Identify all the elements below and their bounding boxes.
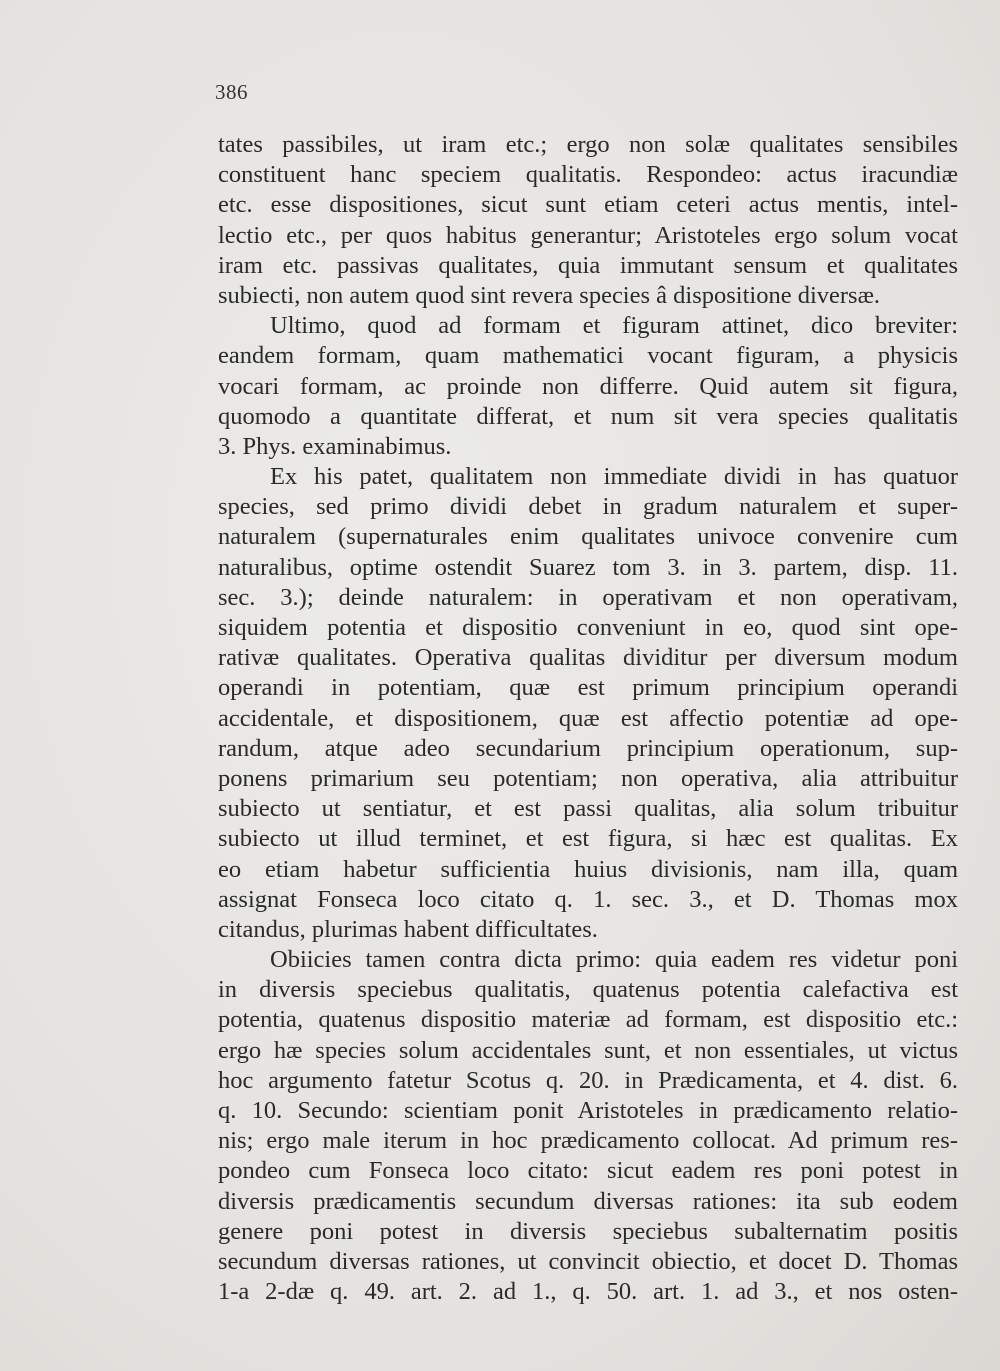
text-line: subiecto ut illud terminet, et est figura, si hæc est qualitas. Ex: [218, 825, 958, 853]
text-line: species, sed primo dividi debet in gradum naturalem et super-: [218, 493, 958, 521]
text-line: 3. Phys. examinabimus.: [218, 432, 452, 460]
text-line: sec. 3.); deinde naturalem: in operativam et non operativam,: [218, 583, 958, 611]
text-line: ergo hæ species solum accidentales sunt, et non essentiales, ut victus: [218, 1036, 958, 1064]
text-line: naturalibus, optime ostendit Suarez tom 3. in 3. partem, disp. 11.: [218, 553, 958, 581]
text-line: diversis prædicamentis secundum diversas rationes: ita sub eodem: [218, 1187, 958, 1215]
text-line: ponens primarium seu potentiam; non operativa, alia attribuitur: [218, 764, 958, 792]
body-text: [218, 130, 958, 1307]
text-line: constituent hanc speciem qualitatis. Respondeo: actus iracundiæ: [218, 161, 958, 189]
text-line: eandem formam, quam mathematici vocant figuram, a physicis: [218, 342, 958, 370]
text-line: q. 10. Secundo: scientiam ponit Aristoteles in prædicamento relatio-: [218, 1097, 958, 1124]
text-line: citandus, plurimas habent difficultates.: [218, 915, 598, 943]
text-line: lectio etc., per quos habitus generantur; Aristoteles ergo solum vocat: [218, 221, 958, 249]
text-line: randum, atque adeo secundarium principium operationum, sup-: [218, 734, 958, 762]
text-line: operandi in potentiam, quæ est primum principium operandi: [218, 674, 958, 702]
text-line: tates passibiles, ut iram etc.; ergo non solæ qualitates sensibiles: [218, 131, 958, 158]
text-line: nis; ergo male iterum in hoc prædicamento collocat. Ad primum res-: [218, 1127, 958, 1155]
text-line: subiecti, non autem quod sint revera species â dispositione diversæ.: [218, 281, 881, 309]
text-line: subiecto ut sentiatur, et est passi qualitas, alia solum tribuitur: [218, 795, 958, 823]
text-line: rativæ qualitates. Operativa qualitas dividitur per diversum modum: [218, 644, 958, 672]
text-line: iram etc. passivas qualitates, quia immutant sensum et qualitates: [218, 251, 958, 279]
text-line: siquidem potentia et dispositio conveniunt in eo, quod sint ope-: [218, 614, 958, 641]
text-line: naturalem (supernaturales enim qualitates univoce convenire cum: [218, 523, 958, 551]
text-line: Obiicies tamen contra dicta primo: quia eadem res videtur poni: [270, 946, 958, 974]
text-line: vocari formam, ac proinde non differre. Quid autem sit figura,: [218, 372, 958, 400]
text-line: eo etiam habetur sufficientia huius divisionis, nam illa, quam: [218, 855, 958, 883]
text-line: genere poni potest in diversis speciebus subalternatim positis: [218, 1217, 958, 1245]
text-line: in diversis speciebus qualitatis, quatenus potentia calefactiva est: [218, 976, 958, 1004]
text-line: secundum diversas rationes, ut convincit obiectio, et docet D. Thomas: [218, 1247, 958, 1275]
text-line: accidentale, et dispositionem, quæ est affectio potentiæ ad ope-: [218, 704, 958, 732]
text-line: etc. esse dispositiones, sicut sunt etiam ceteri actus mentis, intel-: [218, 191, 958, 219]
text-line: 1-a 2-dæ q. 49. art. 2. ad 1., q. 50. art. 1. ad 3., et nos osten-: [218, 1278, 958, 1306]
text-line: pondeo cum Fonseca loco citato: sicut eadem res poni potest in: [218, 1157, 958, 1185]
text-line: assignat Fonseca loco citato q. 1. sec. 3., et D. Thomas mox: [218, 885, 958, 913]
text-line: hoc argumento fatetur Scotus q. 20. in Prædicamenta, et 4. dist. 6.: [218, 1066, 958, 1094]
text-line: potentia, quatenus dispositio materiæ ad formam, est dispositio etc.:: [218, 1006, 958, 1034]
text-line: quomodo a quantitate differat, et num sit vera species qualitatis: [218, 402, 958, 430]
text-line: Ex his patet, qualitatem non immediate dividi in has quatuor: [270, 463, 958, 491]
text-line: Ultimo, quod ad formam et figuram attinet, dico breviter:: [270, 312, 958, 340]
page-number: 386: [215, 80, 248, 104]
